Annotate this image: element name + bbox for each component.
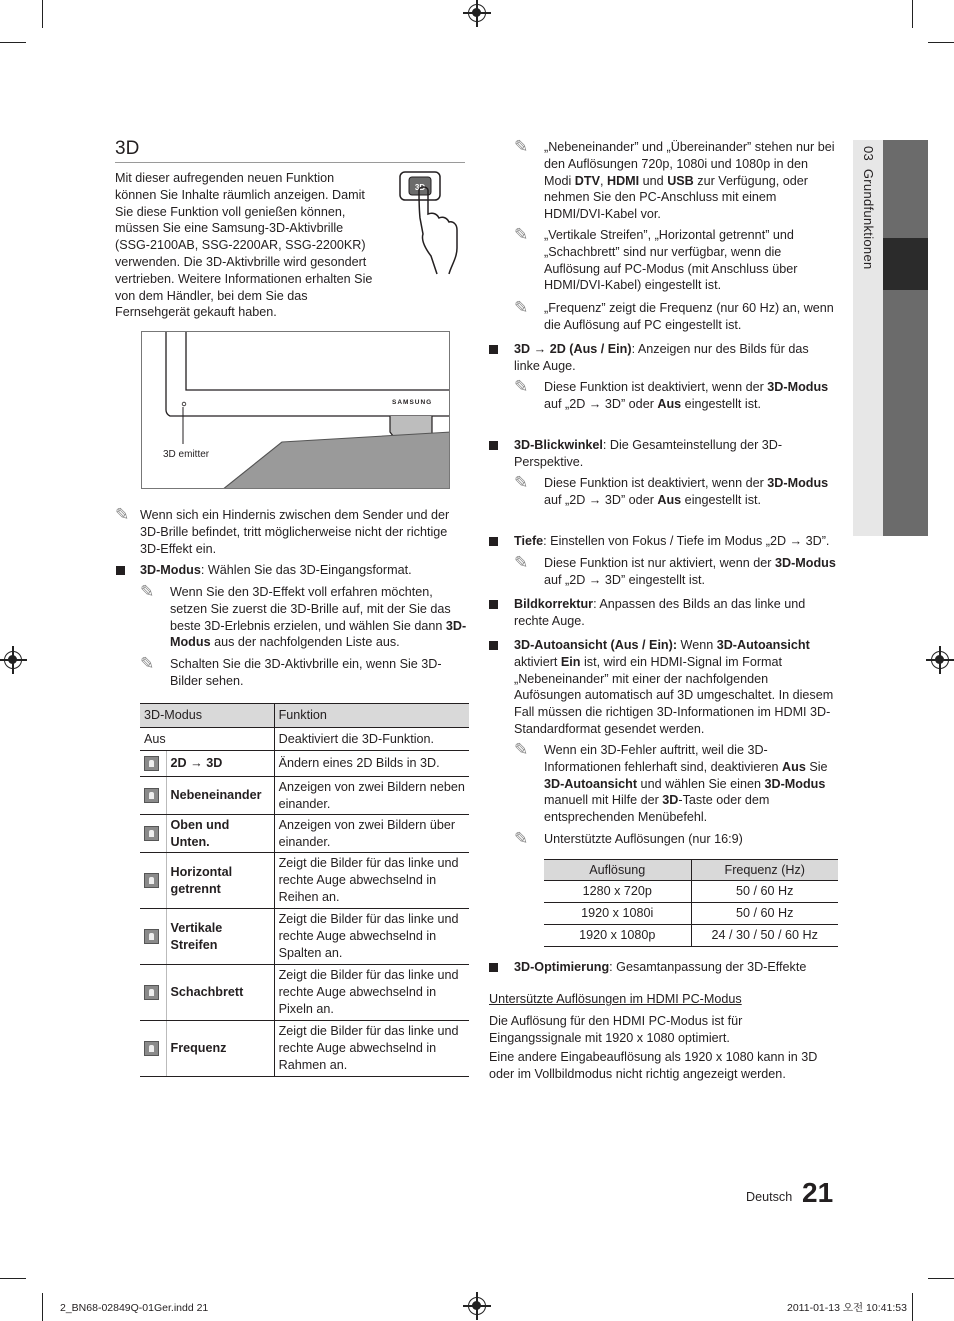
resolution-cell: 1280 x 720p (544, 881, 691, 903)
crop-mark (0, 42, 26, 43)
table-row (140, 853, 469, 909)
item-bold: Ein (560, 654, 581, 669)
mode-label: Nebeneinander (170, 788, 262, 803)
table-row (140, 777, 469, 815)
function-cell: Zeigt die Bilder für das linke und rechte Auge abwechselnd in Reihen an. (274, 853, 469, 909)
icon-cell (140, 815, 166, 853)
table-header-cell: Frequenz (Hz) (691, 860, 838, 881)
note-text: -Taste oder dem entsprechenden Menübefehl. (544, 793, 770, 825)
print-slug-right: 2011-01-13 오전 10:41:53 (787, 1302, 907, 1314)
3d-button-hand-icon (395, 168, 470, 278)
resolution-cell: 1920 x 1080p (544, 925, 691, 947)
note-text: und (639, 173, 668, 188)
table-row (140, 728, 469, 751)
note-text: auf „2D → 3D” oder (544, 492, 658, 507)
item-text: ist, wird ein HDMI-Signal im Format „Nebeneinander” mit einer der nachfolgenden Aufösungen automatisch auf 3D umgeschaltet. In diesem Fall müssen die richtigen 3D-Informationen im HDMI 3D-Standardformat gesendet werden. (514, 654, 834, 736)
side-by-side-icon (144, 788, 159, 803)
note-supported-resolutions: Unterstützte Auflösungen (nur 16:9) (544, 832, 743, 846)
note-bold: 3D-Modus (767, 380, 829, 394)
item-label: Bildkorrektur (514, 597, 594, 611)
registration-mark-icon (468, 1297, 486, 1315)
item-text: aktiviert (514, 654, 561, 669)
section-title: 3D (115, 138, 140, 159)
line-by-line-icon (144, 873, 159, 888)
note-text: Wenn ein 3D-Fehler auftritt, weil die 3D-Informationen fehlerhaft sind, deaktivieren (544, 743, 783, 774)
item-label: 3D → 2D (Aus / Ein) (514, 342, 632, 356)
note-frequency: „Frequenz” zeigt die Frequenz (nur 60 Hz) an, wenn die Auflösung auf PC eingestellt ist. (544, 301, 834, 332)
table-row (140, 1021, 469, 1077)
square-bullet-icon (489, 963, 498, 972)
note-text: auf „2D → 3D” eingestellt ist. (544, 572, 705, 587)
pencil-note-icon: ✎ (514, 377, 529, 396)
item-text: : Anpassen des Bilds an das linke und rechte Auge. (514, 597, 806, 628)
chapter-sidebar (853, 140, 928, 536)
table-row (140, 751, 469, 777)
table-header-row (544, 860, 838, 881)
item-3d-to-2d (514, 341, 838, 375)
note-modus-2: Schalten Sie die 3D-Aktivbrille ein, wenn Sie 3D-Bilder sehen. (170, 657, 442, 688)
pencil-note-icon: ✎ (514, 225, 529, 244)
chapter-label (860, 146, 876, 270)
function-cell: Anzeigen von zwei Bildern neben einander. (274, 777, 469, 815)
chapter-title: Grundfunktionen (861, 168, 876, 270)
note-3d-error (544, 742, 838, 826)
top-bottom-icon (144, 826, 159, 841)
icon-cell (140, 751, 166, 777)
item-depth (514, 533, 844, 550)
note-text: aus der nachfolgenden Liste aus. (210, 635, 400, 650)
note-bold: 3D-Modus (764, 776, 826, 791)
note-bold: Aus (657, 396, 682, 411)
modus-item (140, 562, 468, 579)
pencil-note-icon: ✎ (514, 740, 529, 759)
note-bold: Aus (782, 759, 806, 774)
item-text: : Einstellen von Fokus / Tiefe im Modus „2D → 3D”. (543, 534, 830, 548)
square-bullet-icon (489, 537, 498, 546)
table-row (140, 815, 469, 853)
note-obstacle: Wenn sich ein Hindernis zwischen dem Sender und der 3D-Brille befindet, tritt möglicherweise nicht der richtige 3D-Effekt ein. (140, 508, 450, 556)
mode-cell (166, 1021, 274, 1077)
pencil-note-icon: ✎ (514, 473, 529, 492)
function-cell: Zeigt die Bilder für das linke und rechte Auge abwechselnd in Spalten an. (274, 909, 469, 965)
note-text: Diese Funktion ist deaktiviert, wenn der (544, 476, 768, 490)
note-side-by-side (544, 139, 838, 223)
modus-label: 3D-Modus (140, 563, 201, 577)
function-cell: Anzeigen von zwei Bildern über einander. (274, 815, 469, 853)
note-bold: USB (667, 173, 694, 188)
note-bold: 3D-Modus (170, 618, 467, 650)
note-bold: 3D-Modus (775, 556, 836, 570)
note-text: zur Verfügung, oder nehmen Sie den PC-Anschluss mit einem HDMI/DVI-Kabel vor. (544, 173, 808, 222)
function-cell: Zeigt die Bilder für das linke und rechte Auge abwechselnd in Rahmen an. (274, 1021, 469, 1077)
mode-cell (166, 815, 274, 853)
table-header-cell: 3D-Modus (140, 704, 274, 728)
mode-label: Vertikale Streifen (170, 920, 223, 952)
title-rule (115, 162, 465, 163)
crop-mark (42, 1293, 43, 1321)
frequency-cell: 50 / 60 Hz (691, 903, 838, 925)
note-text: eingestellt ist. (681, 396, 761, 411)
tv-illustration (141, 331, 450, 489)
item-text: : Anzeigen nur des Bilds für das linke Auge. (514, 342, 809, 373)
icon-cell (140, 909, 166, 965)
item-label: 3D-Blickwinkel (514, 438, 603, 452)
tv-brand-logo: SAMSUNG (392, 399, 433, 406)
square-bullet-icon (489, 641, 498, 650)
frequency-cell: 24 / 30 / 50 / 60 Hz (691, 925, 838, 947)
note-text: manuell mit Hilfe der (544, 793, 663, 808)
intro-text: Mit dieser aufregenden neuen Funktion können Sie Inhalte räumlich anzeigen. Damit Sie diese Funktion voll genießen können, müssen Sie eine Samsung-3D-Aktivbrille (SSG-2100AB, SSG-2200AR, SSG-2200KR) verwenden. Die 3D-Aktivbrille wird gesondert vertrieben. Weitere Informationen erhalten Sie von dem Händler, bei dem Sie das Fernsehgerät gekauft haben. (115, 171, 373, 320)
icon-cell (140, 777, 166, 815)
checker-board-icon (144, 985, 159, 1000)
resolution-cell: 1920 x 1080i (544, 903, 691, 925)
note-text: Diese Funktion ist nur aktiviert, wenn der (544, 556, 775, 570)
mode-cell (166, 965, 274, 1021)
note-depth (544, 555, 838, 589)
item-picture-correction (514, 596, 838, 630)
function-cell: Deaktiviert die 3D-Funktion. (274, 728, 469, 751)
note-modus-1 (170, 584, 468, 651)
note-3d-to-2d (544, 379, 838, 413)
item-label: 3D-Autoansicht (Aus / Ein): (514, 638, 678, 652)
hdmi-pc-paragraph-1: Die Auflösung für den HDMI PC-Modus ist für Eingangssignale mit 1920 x 1080 optimiert. (489, 1014, 743, 1045)
sidebar-dark-strip (883, 140, 928, 536)
chapter-number: 03 (861, 146, 876, 162)
registration-mark-icon (4, 651, 22, 669)
table-row (544, 925, 838, 947)
resolution-table (544, 859, 838, 947)
pencil-note-icon: ✎ (115, 505, 130, 524)
square-bullet-icon (489, 345, 498, 354)
item-3d-optimization (514, 959, 838, 976)
note-text: Diese Funktion ist deaktiviert, wenn der (544, 380, 768, 394)
vertical-stripe-icon (144, 929, 159, 944)
note-text: auf „2D → 3D” oder (544, 396, 658, 411)
print-slug-left: 2_BN68-02849Q-01Ger.indd 21 (60, 1302, 209, 1314)
note-text: „Nebeneinander” und „Übereinander” stehen nur bei den Auflösungen 720p, 1080i und 1080p in den Modi (544, 140, 835, 188)
mode-cell: Aus (140, 728, 274, 751)
note-bold: DTV (574, 173, 600, 188)
note-text: und wählen Sie einen (637, 776, 765, 791)
item-3d-auto-view (514, 637, 838, 738)
item-3d-angle (514, 437, 838, 471)
page-number: 21 (802, 1177, 834, 1208)
note-pc-mode: „Vertikale Streifen”, „Horizontal getrennt” und „Schachbrett” sind nur verfügbar, wenn die Auflösung auf PC-Modus (mit Anschluss über HDMI/DVI-Kabel) eingestellt ist. (544, 228, 798, 293)
table-row (544, 881, 838, 903)
crop-mark (42, 0, 43, 28)
table-row (544, 903, 838, 925)
mode-cell (166, 909, 274, 965)
svg-text:3D: 3D (414, 183, 426, 192)
registration-mark-icon (931, 651, 949, 669)
table-row (140, 909, 469, 965)
icon-cell (140, 1021, 166, 1077)
item-label: Tiefe (514, 534, 544, 548)
mode-label: Oben und Unten. (170, 817, 230, 849)
frequency-icon (144, 1041, 159, 1056)
note-text: , (599, 173, 607, 188)
table-header-row (140, 704, 469, 728)
note-text: eingestellt ist. (681, 492, 761, 507)
item-text: : Gesamtanpassung der 3D-Effekte (609, 960, 807, 974)
registration-mark-icon (468, 4, 486, 22)
modus-text: : Wählen Sie das 3D-Eingangsformat. (200, 563, 412, 577)
frequency-cell: 50 / 60 Hz (691, 881, 838, 903)
mode-label: 2D → 3D (170, 756, 223, 771)
mode-label: Horizontal getrennt (170, 864, 233, 896)
pencil-note-icon: ✎ (140, 582, 155, 601)
mode-table (140, 703, 469, 1077)
pencil-note-icon: ✎ (514, 298, 529, 317)
mode-cell (166, 777, 274, 815)
function-cell: Ändern eines 2D Bilds in 3D. (274, 751, 469, 777)
pencil-note-icon: ✎ (514, 829, 529, 848)
emitter-label: 3D emitter (163, 449, 210, 460)
crop-mark (928, 1278, 954, 1279)
note-bold: Aus (657, 492, 682, 507)
icon-cell (140, 965, 166, 1021)
icon-cell (140, 853, 166, 909)
mode-label: Schachbrett (170, 985, 244, 1000)
note-bold: 3D (662, 793, 679, 808)
mode-cell (166, 853, 274, 909)
note-3d-angle (544, 475, 838, 509)
square-bullet-icon (116, 566, 125, 575)
function-cell: Zeigt die Bilder für das linke und rechte Auge abwechselnd in Pixeln an. (274, 965, 469, 1021)
crop-mark (912, 0, 913, 28)
table-header-cell: Auflösung (544, 860, 691, 881)
note-text: Sie (805, 759, 828, 774)
crop-mark (912, 1293, 913, 1321)
note-bold: 3D-Modus (767, 476, 829, 490)
crop-mark (928, 42, 954, 43)
mode-label: Frequenz (170, 1041, 227, 1056)
note-bold: 3D-Autoansicht (544, 776, 638, 791)
item-label: 3D-Optimierung (514, 960, 610, 974)
footer-language: Deutsch (746, 1190, 793, 1204)
note-bold: HDMI (606, 173, 640, 188)
pencil-note-icon: ✎ (514, 137, 529, 156)
hdmi-pc-paragraph-2: Eine andere Eingabeauflösung als 1920 x 1080 kann in 3D oder im Vollbildmodus nicht richtig angezeigt werden. (489, 1050, 818, 1081)
2d-3d-mode-icon (144, 756, 159, 771)
crop-mark (0, 1278, 26, 1279)
sidebar-active-marker (883, 238, 928, 290)
pencil-note-icon: ✎ (514, 553, 529, 572)
item-text: Wenn (677, 638, 717, 652)
table-row (140, 965, 469, 1021)
note-text: Wenn Sie den 3D-Effekt voll erfahren möchten, setzen Sie zuerst die 3D-Brille auf, mit der Sie das beste 3D-Erlebnis erzielen, und wählen Sie dann (170, 585, 451, 633)
table-header-cell: Funktion (274, 704, 469, 728)
square-bullet-icon (489, 600, 498, 609)
pencil-note-icon: ✎ (140, 654, 155, 673)
hdmi-pc-heading: Untersützte Auflösungen im HDMI PC-Modus (489, 992, 742, 1006)
square-bullet-icon (489, 441, 498, 450)
item-text: : Die Gesamteinstellung der 3D-Perspektive. (514, 438, 783, 469)
item-bold: 3D-Autoansicht (716, 638, 810, 652)
tv-drawing (142, 332, 450, 489)
mode-cell (166, 751, 274, 777)
